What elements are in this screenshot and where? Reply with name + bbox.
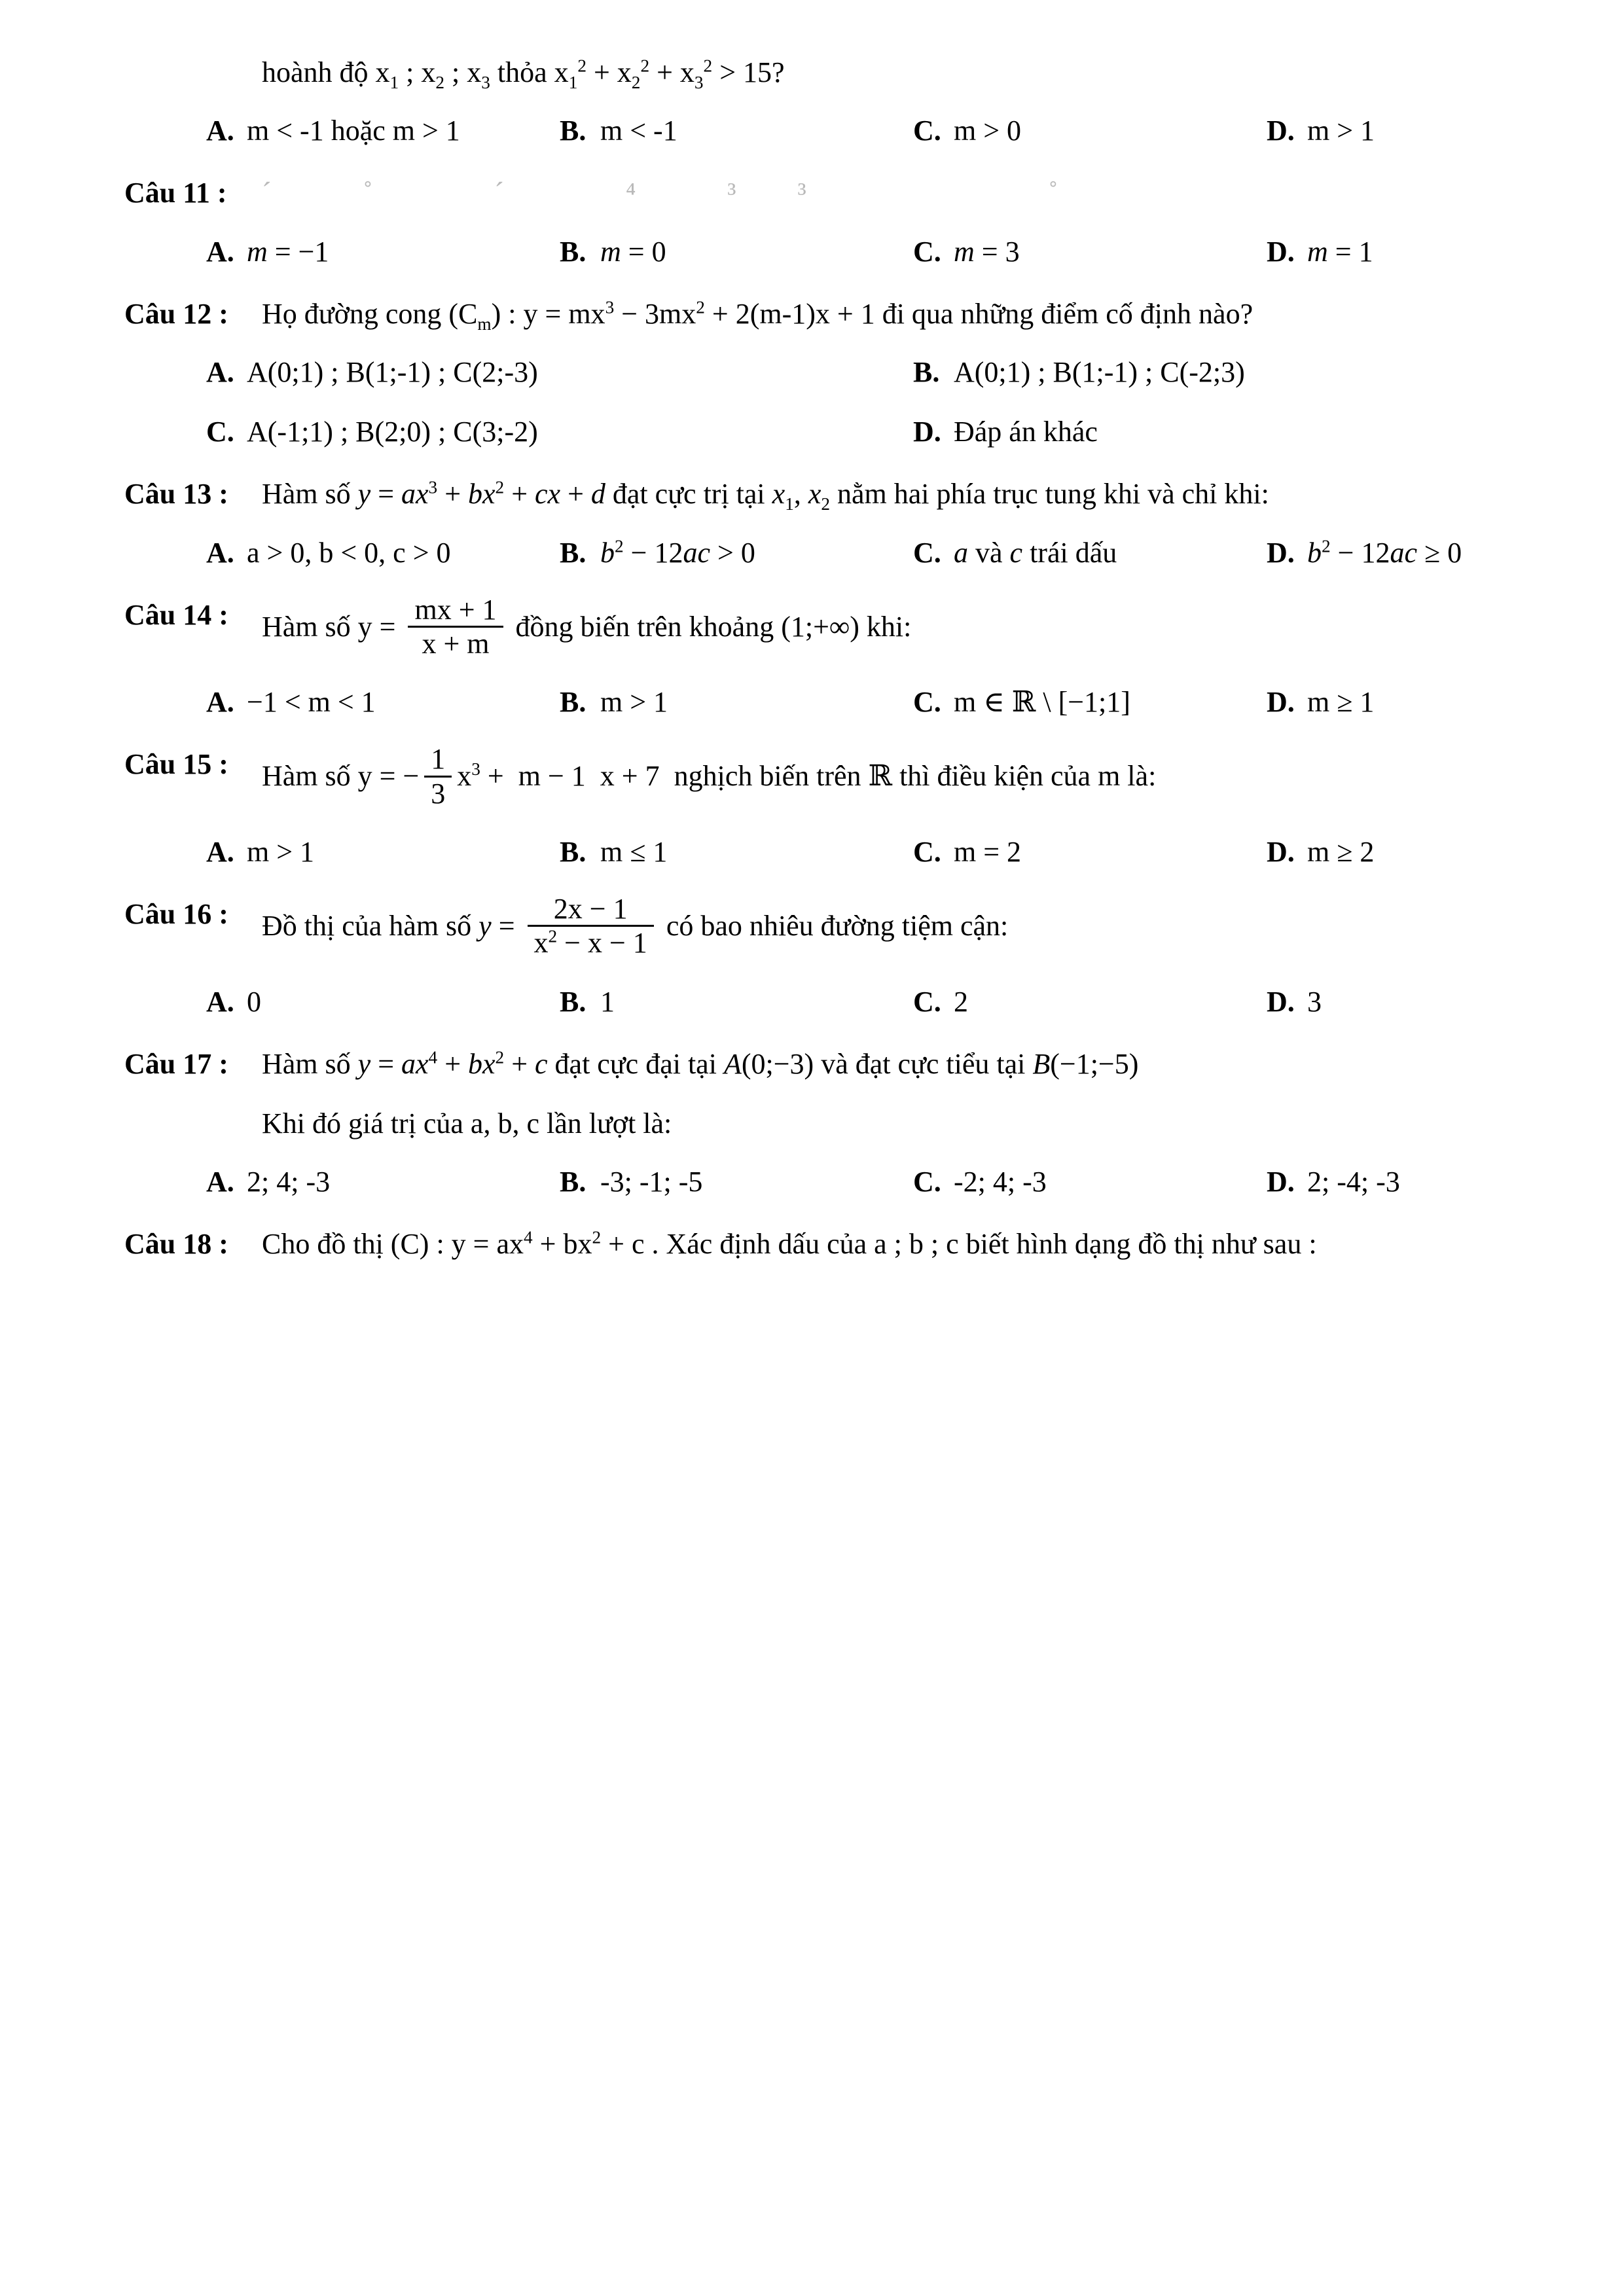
answer-text: 2; 4; -3: [247, 1166, 331, 1198]
answer-option: [913, 413, 1539, 450]
answer-label: C.: [913, 985, 941, 1018]
question-label: Câu 17 :: [124, 1047, 228, 1080]
answer-text: −1 < m < 1: [247, 686, 376, 719]
answer-option: [206, 534, 560, 571]
answer-text: 3: [1307, 985, 1322, 1018]
question-text: ˊ ˚ ˊ ⁴ ³ ³ ˚: [262, 177, 1060, 209]
answer-label: B.: [560, 235, 586, 268]
answer-text: 2; -4; -3: [1307, 1166, 1400, 1198]
answer-text: $b^2 - 12ac > 0$: [600, 535, 755, 569]
question-12: [124, 295, 1539, 451]
question-18: [124, 1225, 1539, 1263]
answer-text: m < -1 hoặc m > 1: [247, 115, 460, 147]
answers-row: [206, 233, 1539, 270]
answer-label: A.: [206, 355, 234, 388]
answer-text: 0: [247, 985, 261, 1018]
answer-text: -3; -1; -5: [600, 1166, 703, 1198]
question-16: [124, 895, 1539, 1020]
answers-row: [206, 833, 1539, 870]
answer-option: [206, 353, 913, 391]
answer-text: m < -1: [600, 115, 677, 147]
answer-label: D.: [1267, 235, 1295, 268]
question-text: Hàm số $y = ax^4 + bx^2 + c$ đạt cực đại tại A(0;−3) và đạt cực tiểu tại B(−1;−5): [262, 1047, 1139, 1080]
answer-label: C.: [913, 686, 941, 719]
answer-label: C.: [913, 536, 941, 569]
answer-text: m ≥ 2: [1307, 835, 1375, 868]
answer-text: m > 1: [247, 835, 315, 868]
answer-label: B.: [560, 1166, 586, 1198]
answer-text: m = 0: [600, 235, 666, 268]
answer-label: B.: [560, 536, 586, 569]
answer-text: m > 1: [600, 686, 668, 719]
question-label: Câu 15 :: [124, 748, 228, 781]
answer-option: [913, 833, 1267, 870]
answer-label: C.: [913, 235, 941, 268]
answer-option: [206, 112, 560, 149]
answer-text: A(0;1) ; B(1;-1) ; C(2;-3): [247, 355, 538, 388]
answer-label: B.: [913, 355, 940, 388]
answer-option: [206, 833, 560, 870]
question-label: Câu 12 :: [124, 297, 228, 330]
question-17: [124, 1045, 1539, 1201]
answer-text: m = 1: [1307, 235, 1373, 268]
answer-option: [1267, 1163, 1539, 1200]
answer-text: m = −1: [247, 235, 329, 268]
answer-text: -2; 4; -3: [954, 1166, 1047, 1198]
question-11: [124, 174, 1539, 270]
question-label: Câu 18 :: [124, 1228, 228, 1261]
answer-text: m > 1: [1307, 115, 1375, 147]
answer-label: B.: [560, 686, 586, 719]
answer-option: [913, 112, 1267, 149]
answer-text: m = 3: [954, 235, 1020, 268]
intro-question-text: hoành độ $x_1$ ; $x_2$ ; $x_3$ thỏa $x_1^2 + x_2^2 + x_3^2 > 15$?: [262, 56, 785, 92]
answer-option: [560, 683, 913, 721]
answer-text: m ∈ ℝ \ [−1;1]: [954, 686, 1130, 719]
answer-option: [913, 1163, 1267, 1200]
answer-option: [206, 413, 913, 450]
answers-row: [206, 534, 1539, 571]
question-text-line2: Khi đó giá trị của a, b, c lần lượt là:: [262, 1107, 672, 1140]
answer-label: A.: [206, 686, 234, 719]
question-label: Câu 13 :: [124, 478, 228, 511]
answers-row: [206, 983, 1539, 1020]
answer-label: D.: [1267, 686, 1295, 719]
answer-text: m ≥ 1: [1307, 686, 1375, 719]
answer-option: [560, 983, 913, 1020]
intro-answers: [206, 112, 1539, 149]
answer-option: [913, 353, 1539, 391]
answer-label: A.: [206, 536, 234, 569]
answer-option: [560, 833, 913, 870]
answer-label: C.: [913, 1166, 941, 1198]
answer-label: C.: [206, 416, 234, 448]
answer-label: D.: [1267, 835, 1295, 868]
answer-option: [206, 683, 560, 721]
answer-option: [1267, 683, 1539, 721]
answer-text: 2: [954, 985, 968, 1018]
answer-text: m ≤ 1: [600, 835, 668, 868]
answer-option: [1267, 233, 1539, 270]
answer-option: [560, 233, 913, 270]
answer-text: m > 0: [954, 115, 1022, 147]
answer-label: B.: [560, 835, 586, 868]
answer-label: C.: [913, 835, 941, 868]
answer-option: [913, 983, 1267, 1020]
answer-option: [1267, 983, 1539, 1020]
answer-text: m = 2: [954, 835, 1022, 868]
answer-text: $b^2 - 12ac \ge 0$: [1307, 535, 1462, 569]
answer-option: [1267, 534, 1539, 571]
question-label: Câu 11 :: [124, 177, 227, 209]
answers-grid: [206, 353, 1539, 450]
answer-label: A.: [206, 235, 234, 268]
answer-option: [1267, 112, 1539, 149]
question-13: [124, 475, 1539, 571]
question-text: Hàm số y = − $\frac{1}{3}$ $x^3$ + m − 1 x + 7 nghịch biến trên ℝ thì điều kiện của m là:: [262, 743, 1157, 810]
answer-option: [560, 112, 913, 149]
answer-text: 1: [600, 985, 615, 1018]
answer-text: A(0;1) ; B(1;-1) ; C(-2;3): [954, 355, 1245, 388]
answer-label: D.: [1267, 115, 1295, 147]
question-label: Câu 16 :: [124, 898, 228, 931]
answer-label: B.: [560, 985, 586, 1018]
answer-option: [913, 233, 1267, 270]
question-15: [124, 745, 1539, 870]
answer-text: a > 0, b < 0, c > 0: [247, 536, 451, 569]
answer-label: A.: [206, 985, 234, 1018]
answers-row: [206, 1163, 1539, 1200]
answer-label: C.: [913, 115, 941, 147]
answer-label: B.: [560, 115, 586, 147]
answer-option: [206, 983, 560, 1020]
answer-option: [913, 683, 1267, 721]
answer-label: D.: [1267, 536, 1295, 569]
question-text: Đồ thị của hàm số y = $\frac{2x - 1}{x^2 - x - 1}$ có bao nhiêu đường tiệm cận:: [262, 893, 1009, 960]
answer-text: Đáp án khác: [954, 416, 1098, 448]
answer-option: [206, 233, 560, 270]
answers-row: [206, 683, 1539, 721]
question-label: Câu 14 :: [124, 598, 228, 631]
answer-option: [560, 1163, 913, 1200]
answer-text: a và c trái dấu: [954, 536, 1117, 569]
answer-label: A.: [206, 115, 234, 147]
answer-label: A.: [206, 835, 234, 868]
answer-label: A.: [206, 1166, 234, 1198]
answer-option: [206, 1163, 560, 1200]
question-text: Hàm số $y = ax^3 + bx^2$ + cx + d đạt cực trị tại $x_1$, $x_2$ nằm hai phía trục tung khi và chỉ khi:: [262, 477, 1269, 514]
answer-label: D.: [1267, 1166, 1295, 1198]
question-text: Cho đồ thị (C) : $y = ax^4 + bx^2 + c$ . Xác định dấu của a ; b ; c biết hình dạng đồ thị như sau :: [262, 1227, 1317, 1261]
question-14: [124, 593, 1539, 721]
answer-label: D.: [1267, 985, 1295, 1018]
answer-label: D.: [913, 416, 941, 448]
question-text: Hàm số y = $\frac{mx + 1}{x + m}$ đồng biến trên khoảng (1;+∞) khi:: [262, 593, 912, 660]
answer-option: [913, 534, 1267, 571]
question-text: Họ đường cong $(C_m)$ : $y = mx^3 - 3mx^2 + 2(m-1)x + 1$ đi qua những điểm cố định nào?: [262, 297, 1254, 334]
answer-text: A(-1;1) ; B(2;0) ; C(3;-2): [247, 416, 538, 448]
answer-option: [1267, 833, 1539, 870]
answer-option: [560, 534, 913, 571]
